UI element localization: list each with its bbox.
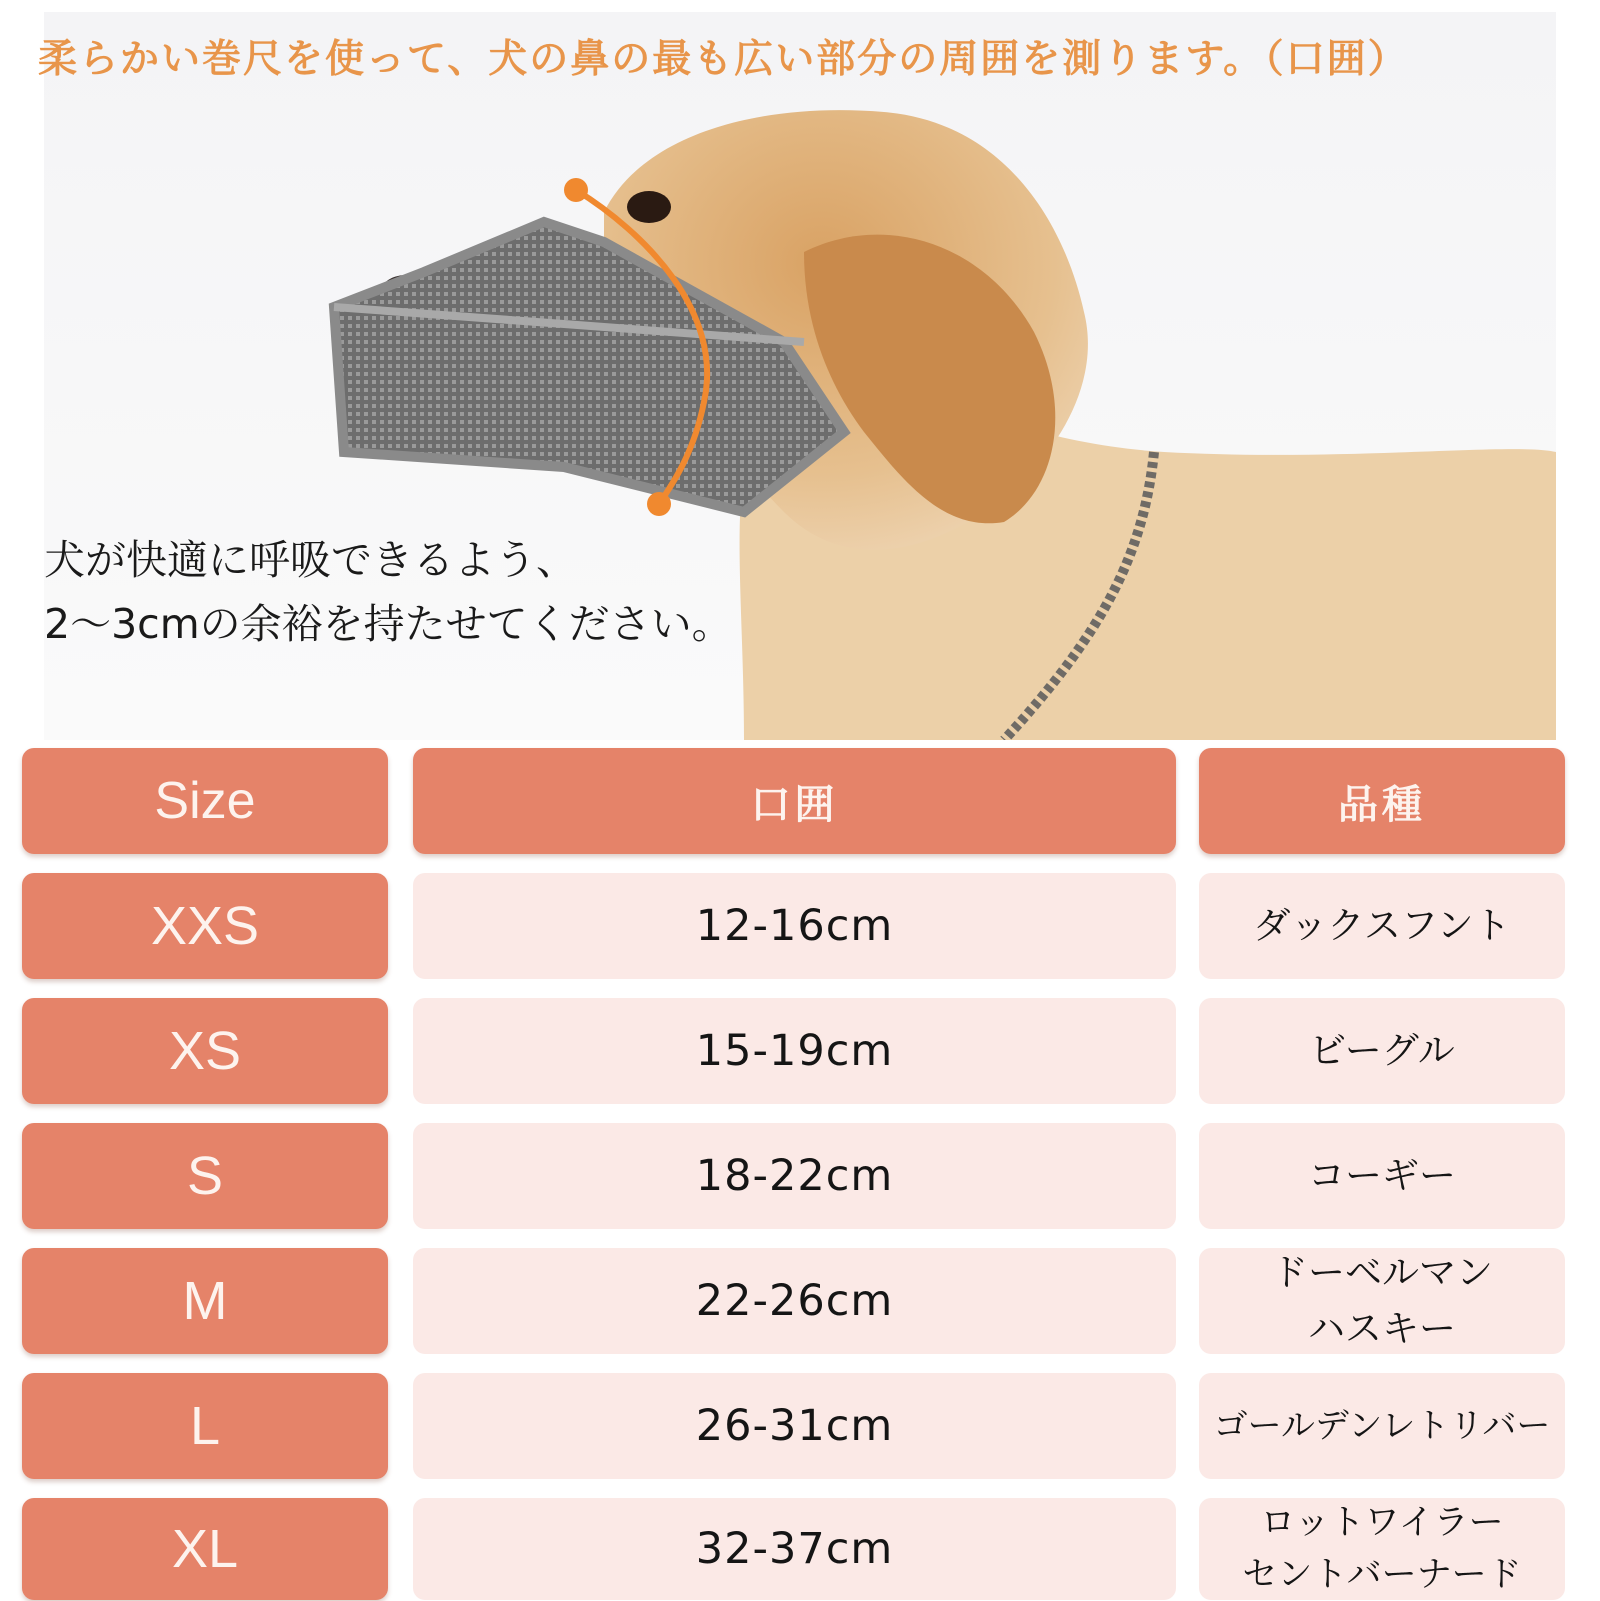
- breed-cell: [1199, 873, 1565, 979]
- size-cell: XL: [22, 1498, 388, 1600]
- breed-cell: [1199, 1498, 1565, 1600]
- fit-note-line-2: 2〜3cmの余裕を持たせてください。: [44, 600, 733, 648]
- instruction-headline: 柔らかい巻尺を使って、犬の鼻の最も広い部分の周囲を測ります。（口囲）: [38, 37, 1409, 82]
- fit-note: [44, 528, 733, 656]
- breed-name: コーギー: [1308, 1154, 1456, 1197]
- size-cell: S: [22, 1123, 388, 1229]
- muzzle-cell: 18-22cm: [413, 1123, 1176, 1229]
- muzzle-cell: 26-31cm: [413, 1373, 1176, 1479]
- muzzle-cell: 32-37cm: [413, 1498, 1176, 1600]
- breed-name: ダックスフント: [1253, 904, 1511, 947]
- breed-name: ドーベルマン: [1271, 1251, 1493, 1294]
- size-cell: XS: [22, 998, 388, 1104]
- size-cell: L: [22, 1373, 388, 1479]
- muzzle-cell: 22-26cm: [413, 1248, 1176, 1354]
- breed-name: ロットワイラー: [1260, 1503, 1504, 1543]
- size-cell: XXS: [22, 873, 388, 979]
- breed-name: セントバーナード: [1242, 1555, 1522, 1595]
- breed-cell: [1199, 998, 1565, 1104]
- header-breed: 品種: [1199, 748, 1565, 854]
- size-cell: M: [22, 1248, 388, 1354]
- breed-cell: [1199, 1248, 1565, 1354]
- breed-name: ビーグル: [1309, 1029, 1455, 1072]
- header-size: Size: [22, 748, 388, 854]
- breed-name: ゴールデンレトリバー: [1213, 1406, 1551, 1446]
- breed-cell: [1199, 1373, 1565, 1479]
- muzzle-cell: 15-19cm: [413, 998, 1176, 1104]
- muzzle-cell: 12-16cm: [413, 873, 1176, 979]
- breed-name: ハスキー: [1308, 1307, 1456, 1350]
- fit-note-line-1: 犬が快適に呼吸できるよう、: [44, 536, 577, 584]
- breed-cell: [1199, 1123, 1565, 1229]
- header-muzzle-circumference: 口囲: [413, 748, 1176, 854]
